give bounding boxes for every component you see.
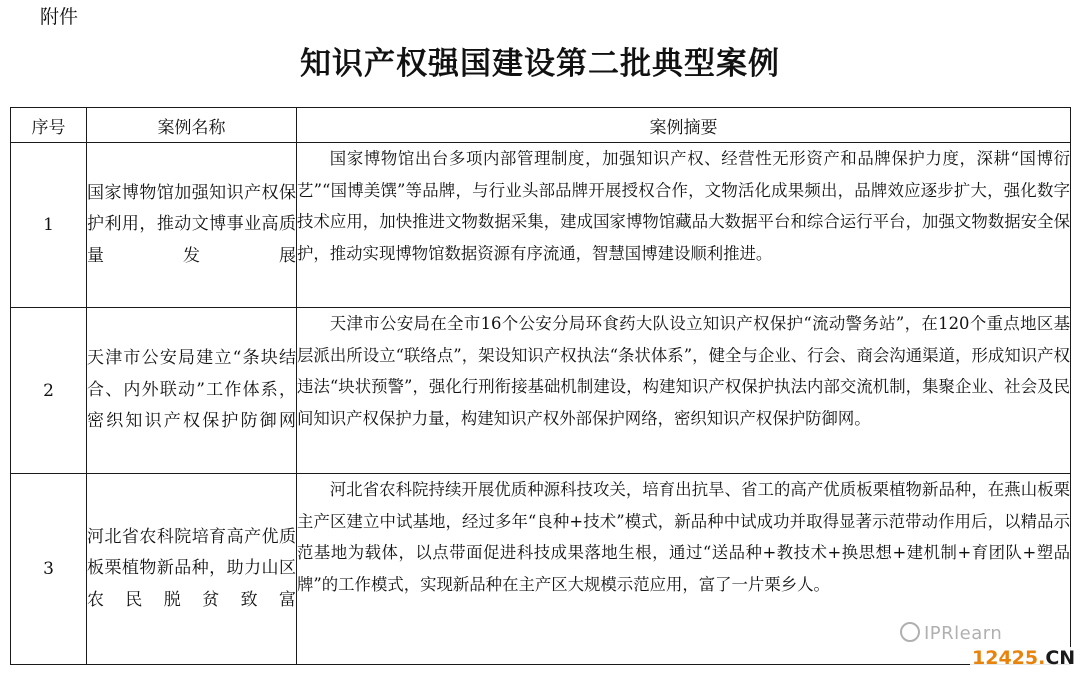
cases-table	[10, 107, 1071, 665]
site-logo	[970, 647, 1077, 669]
wechat-icon	[900, 622, 920, 642]
header-case-summary: 案例摘要	[297, 108, 1071, 143]
case-summary: 天津市公安局在全市16个公安分局环食药大队设立知识产权保护“流动警务站”，在120个重点地区基层派出所设立“联络点”，架设知识产权执法“条状体系”，健全与企业、行会、商会沟通渠道，形成知识产权违法“块状预警”，强化行刑衔接基础机制建设，构建知识产权保护执法内部交流机制，集聚企业、社会及民间知识产权保护力量，构建知识产权外部保护网络，密织知识产权保护防御网。	[297, 308, 1071, 474]
case-name: 天津市公安局建立“条块结合、内外联动”工作体系，密织知识产权保护防御网	[87, 308, 297, 474]
site-logo-number: 12425	[972, 647, 1039, 669]
site-logo-tld: CN	[1045, 647, 1076, 669]
case-number: 1	[11, 143, 87, 308]
case-number: 3	[11, 474, 87, 665]
header-serial-number: 序号	[11, 108, 87, 143]
table-header-row	[11, 108, 1071, 143]
header-case-name: 案例名称	[87, 108, 297, 143]
site-logo-dot: .	[1038, 647, 1046, 669]
document-title: 知识产权强国建设第二批典型案例	[300, 46, 780, 82]
watermark-text: IPRlearn	[924, 623, 1003, 644]
annex-label: 附件	[40, 6, 79, 28]
table-row	[11, 308, 1071, 474]
case-summary: 河北省农科院持续开展优质种源科技攻关，培育出抗旱、省工的高产优质板栗植物新品种，在燕山板栗主产区建立中试基地，经过多年“良种+技术”模式，新品种中试成功并取得显著示范带动作用后，以精品示范基地为载体，以点带面促进科技成果落地生根，通过“送品种+教技术+换思想+建机制+育团队+塑品牌”的工作模式，实现新品种在主产区大规模示范应用，富了一片栗乡人。	[297, 474, 1071, 665]
case-name: 河北省农科院培育高产优质板栗植物新品种，助力山区农民脱贫致富	[87, 474, 297, 665]
table-row	[11, 143, 1071, 308]
case-number: 2	[11, 308, 87, 474]
case-name: 国家博物馆加强知识产权保护利用，推动文博事业高质量发展	[87, 143, 297, 308]
watermark	[900, 622, 1002, 644]
case-summary: 国家博物馆出台多项内部管理制度，加强知识产权、经营性无形资产和品牌保护力度，深耕“国博衍艺”“国博美馔”等品牌，与行业头部品牌开展授权合作，文物活化成果频出，品牌效应逐步扩大，强化数字技术应用，加快推进文物数据采集，建成国家博物馆藏品大数据平台和综合运行平台，加强文物数据安全保护，推动实现博物馆数据资源有序流通，智慧国博建设顺利推进。	[297, 143, 1071, 308]
